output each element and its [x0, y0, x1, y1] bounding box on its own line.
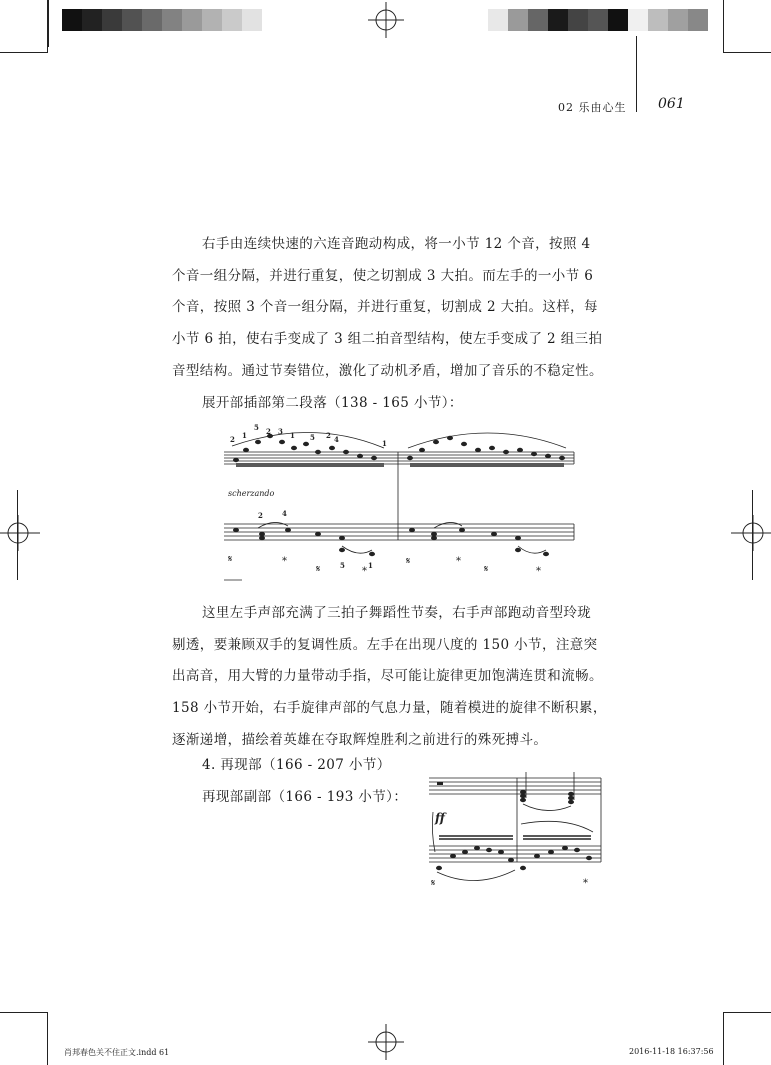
svg-text:5: 5	[340, 561, 345, 570]
color-swatch	[202, 9, 222, 31]
svg-text:𝄋: 𝄋	[484, 564, 489, 575]
dynamic-marking: ff	[435, 811, 445, 825]
footer-timestamp: 2016-11-18 16:37:56	[629, 1047, 714, 1056]
svg-text:2: 2	[326, 431, 331, 440]
svg-text:𝄋: 𝄋	[406, 556, 411, 567]
score-marking: scherzando	[228, 489, 275, 498]
color-swatch	[122, 9, 142, 31]
color-swatch	[608, 9, 628, 31]
color-swatch	[102, 9, 122, 31]
svg-text:4: 4	[282, 509, 287, 518]
color-swatch	[668, 9, 688, 31]
subsection-sub: 再现部副部（166 - 193 小节）：	[202, 788, 408, 805]
color-swatch	[588, 9, 608, 31]
svg-text:4: 4	[334, 435, 339, 444]
text-line: 剔透，要兼顾双手的复调性质。左手在出现八度的 150 小节，注意突	[172, 636, 598, 653]
text-line: 158 小节开始，右手旋律声部的气息力量，随着模进的旋律不断积累，	[172, 700, 607, 717]
color-swatch	[688, 9, 708, 31]
svg-text:*: *	[362, 566, 367, 577]
footer-file: 肖邦春色关不住正文.indd 61	[64, 1048, 170, 1057]
recap-section	[172, 750, 408, 813]
svg-text:𝄋: 𝄋	[431, 878, 436, 889]
text-line: 个音，按照 3 个音一组分隔，并进行重复，切割成 2 大拍。这样，每	[172, 299, 598, 316]
chapter-header: 02 乐由心生	[558, 101, 627, 114]
color-swatch	[162, 9, 182, 31]
svg-text:5: 5	[254, 423, 259, 432]
color-swatch	[568, 9, 588, 31]
text-line: 逐渐递增，描绘着英雄在夺取辉煌胜利之前进行的殊死搏斗。	[172, 731, 548, 748]
color-swatch	[488, 9, 508, 31]
text-line: 个音一组分隔，并进行重复，使之切割成 3 大拍。而左手的一小节 6	[172, 267, 594, 284]
color-swatch	[628, 9, 648, 31]
registration-mark-right	[731, 515, 771, 551]
color-bar-left	[62, 9, 262, 31]
svg-text:1: 1	[382, 439, 387, 448]
color-swatch	[142, 9, 162, 31]
paragraph-2	[172, 598, 618, 757]
color-bar-right	[488, 9, 708, 31]
color-swatch	[528, 9, 548, 31]
text-line: 右手由连续快速的六连音跑动构成，将一小节 12 个音，按照 4	[202, 236, 591, 252]
registration-mark-top	[368, 2, 404, 38]
score-excerpt-1	[222, 422, 578, 582]
text-line: 这里左手声部充满了三拍子舞蹈性节奏，右手声部跑动音型玲珑	[202, 605, 592, 621]
svg-text:5: 5	[310, 433, 315, 442]
svg-text:*: *	[536, 566, 541, 577]
color-swatch	[242, 9, 262, 31]
svg-text:1: 1	[368, 561, 373, 570]
color-swatch	[182, 9, 202, 31]
color-swatch	[222, 9, 242, 31]
subsection-heading: 4. 再现部（166 - 207 小节）	[202, 757, 391, 773]
color-swatch	[82, 9, 102, 31]
svg-text:*: *	[583, 878, 588, 889]
svg-text:2: 2	[258, 511, 263, 520]
svg-text:1: 1	[242, 431, 247, 440]
section-label: 展开部插部第二段落（138 - 165 小节）：	[202, 394, 463, 411]
registration-mark-left	[0, 515, 40, 551]
svg-text:𝄋: 𝄋	[228, 554, 233, 565]
left-side-line	[17, 490, 18, 580]
registration-mark-bottom	[368, 1024, 404, 1060]
paragraph-1	[172, 229, 618, 419]
score-excerpt-2	[425, 772, 609, 890]
svg-text:2: 2	[266, 427, 271, 436]
text-line: 音型结构。通过节奏错位，激化了动机矛盾，增加了音乐的不稳定性。	[172, 362, 603, 379]
color-swatch	[548, 9, 568, 31]
svg-text:1: 1	[290, 431, 295, 440]
svg-text:3: 3	[278, 427, 283, 436]
svg-text:*: *	[456, 556, 461, 567]
svg-text:*: *	[282, 556, 287, 567]
color-swatch	[62, 9, 82, 31]
color-swatch	[648, 9, 668, 31]
color-swatch	[508, 9, 528, 31]
svg-text:𝄋: 𝄋	[316, 564, 321, 575]
text-line: 出高音，用大臂的力量带动手指，尽可能让旋律更加饱满连贯和流畅。	[172, 668, 603, 685]
svg-text:2: 2	[230, 435, 235, 444]
text-line: 小节 6 拍，使右手变成了 3 组二拍音型结构，使左手变成了 2 组三拍	[172, 331, 603, 348]
right-side-line	[752, 490, 753, 580]
page-number: 061	[658, 96, 685, 112]
